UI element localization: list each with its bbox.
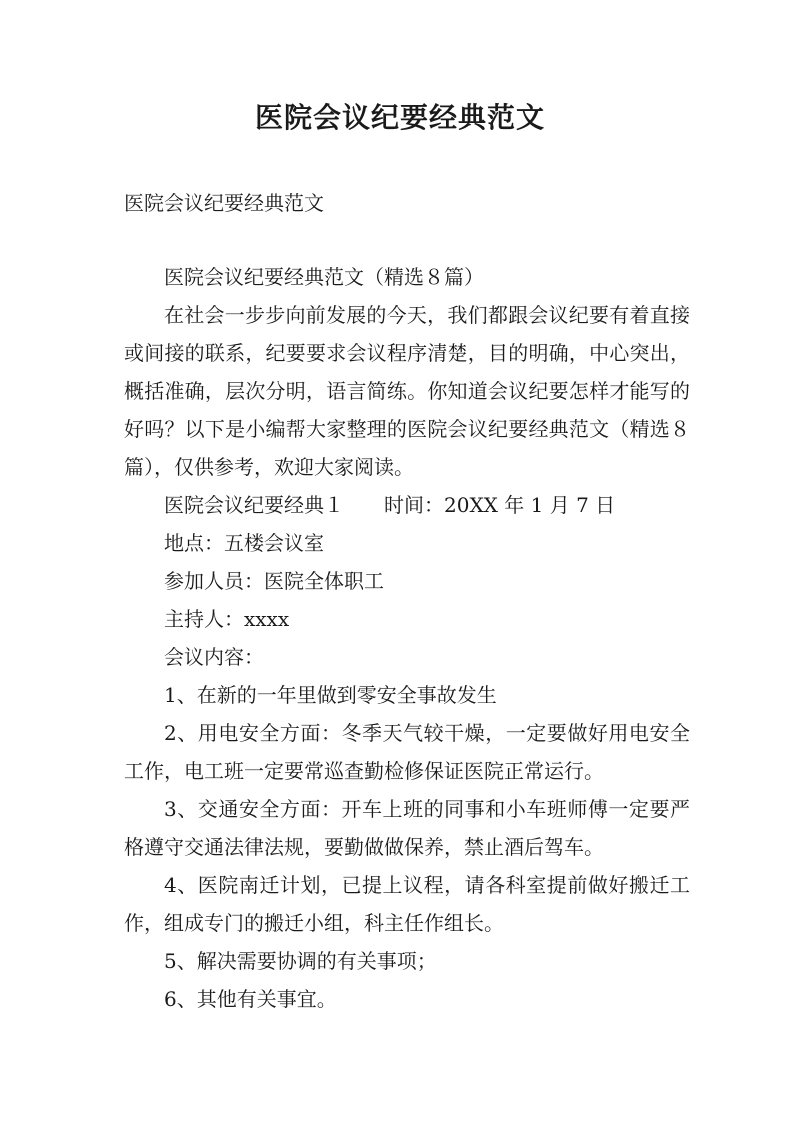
intro-paragraph: 在社会一步步向前发展的今天，我们都跟会议纪要有着直接或间接的联系，纪要要求会议程序清楚，目的明确，中心突出，概括准确，层次分明，语言简练。你知道会议纪要怎样才能写的好吗？以下是小编帮大家整理的医院会议纪要经典范文（精选８篇），仅供参考，欢迎大家阅读。: [124, 303, 690, 479]
agenda-item-1: 1、在新的一年里做到零安全事故发生: [164, 683, 497, 707]
meeting-attendees: 参加人员：医院全体职工: [164, 569, 384, 593]
meeting-content-label: 会议内容：: [164, 645, 264, 669]
document-title: 医院会议纪要经典范文: [254, 101, 545, 134]
agenda-item-4: 4、医院南迁计划，已提上议程，请各科室提前做好搬迁工作，组成专门的搬迁小组，科主任作组长。: [124, 873, 690, 935]
agenda-item-2: 2、用电安全方面：冬季天气较干燥，一定要做好用电安全工作，电工班一定要常巡查勤检修保证医院正常运行。: [124, 721, 690, 783]
meeting-time: 时间：20XX 年 1 月 7 日: [384, 493, 616, 517]
meeting-heading-line: [124, 486, 690, 524]
document-subtitle: 医院会议纪要经典范文: [124, 191, 324, 215]
meeting-location: 地点：五楼会议室: [164, 531, 324, 555]
selection-heading: 医院会议纪要经典范文（精选８篇）: [164, 265, 484, 289]
agenda-item-5: 5、解决需要协调的有关事项；: [164, 949, 437, 973]
agenda-item-6: 6、其他有关事宜。: [164, 987, 337, 1011]
document-body: [124, 258, 690, 1018]
meeting-heading: 医院会议纪要经典１: [164, 493, 344, 517]
agenda-item-3: 3、交通安全方面：开车上班的同事和小车班师傅一定要严格遵守交通法律法规，要勤做做保养，禁止酒后驾车。: [124, 797, 690, 859]
meeting-host: 主持人：xxxx: [164, 607, 290, 631]
